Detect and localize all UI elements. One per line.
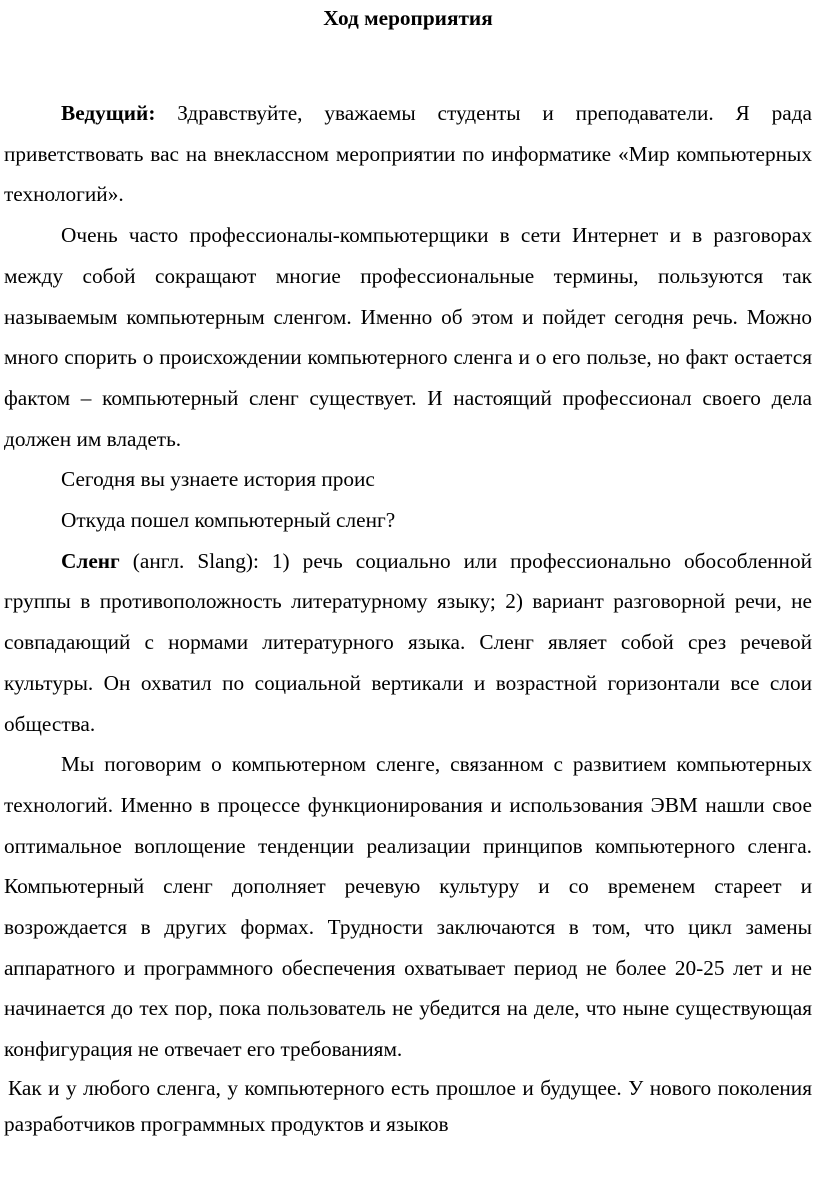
term-label: Сленг	[61, 548, 120, 573]
paragraph-text: Как и у любого сленга, у компьютерного есть прошлое и будущее. У нового поколения разработчиков программных продуктов и языков	[4, 1075, 812, 1136]
paragraph-slang-definition	[4, 541, 812, 745]
paragraph-past-future	[4, 1070, 812, 1142]
speaker-label: Ведущий:	[61, 101, 156, 125]
paragraph-greeting	[4, 93, 812, 215]
document-page	[4, 0, 812, 1142]
paragraph-text: Очень часто профессионалы-компьютерщики в сети Интернет и в разговорах между собой сокращают многие профессиональные термины, пользуются так называемым компьютерным сленгом. Именно об этом и пойдет сегодня речь. Можно много спорить о происхождении компьютерного сленга и о его пользе, но факт остается фактом – компьютерный сленг существует. И настоящий профессионал своего дела должен им владеть.	[4, 223, 812, 451]
paragraph-today	[4, 459, 812, 500]
paragraph-intro	[4, 215, 812, 459]
paragraph-computer-slang	[4, 744, 812, 1070]
document-title: Ход мероприятия	[323, 6, 493, 30]
paragraph-text: Здравствуйте, уважаемы студенты и преподаватели. Я рада приветствовать вас на внеклассном мероприятии по информатике «Мир компьютерных технологий».	[4, 101, 812, 207]
paragraph-text: Откуда пошел компьютерный сленг?	[61, 508, 396, 533]
paragraph-text: Сегодня вы узнаете история проис	[61, 467, 375, 492]
paragraph-text: Мы поговорим о компьютерном сленге, связанном с развитием компьютерных технологий. Именно в процессе функционирования и использования ЭВМ нашли свое оптимальное воплощение тенденции реализации принципов компьютерного сленга. Компьютерный сленг дополняет речевую культуру и со временем стареет и возрождается в других формах. Трудности заключаются в том, что цикл замены аппаратного и программного обеспечения охватывает период не более 20-25 лет и не начинается до тех пор, пока пользователь не убедится на деле, что ныне существующая конфигурация не отвечает его требованиям.	[4, 752, 812, 1062]
paragraph-question	[4, 500, 812, 541]
paragraph-text: (англ. Slang): 1) речь социально или профессионально обособленной группы в противоположность литературному языку; 2) вариант разговорной речи, не совпадающий с нормами литературного языка. Сленг являет собой срез речевой культуры. Он охватил по социальной вертикали и возрастной горизонтали все слои общества.	[4, 548, 812, 736]
